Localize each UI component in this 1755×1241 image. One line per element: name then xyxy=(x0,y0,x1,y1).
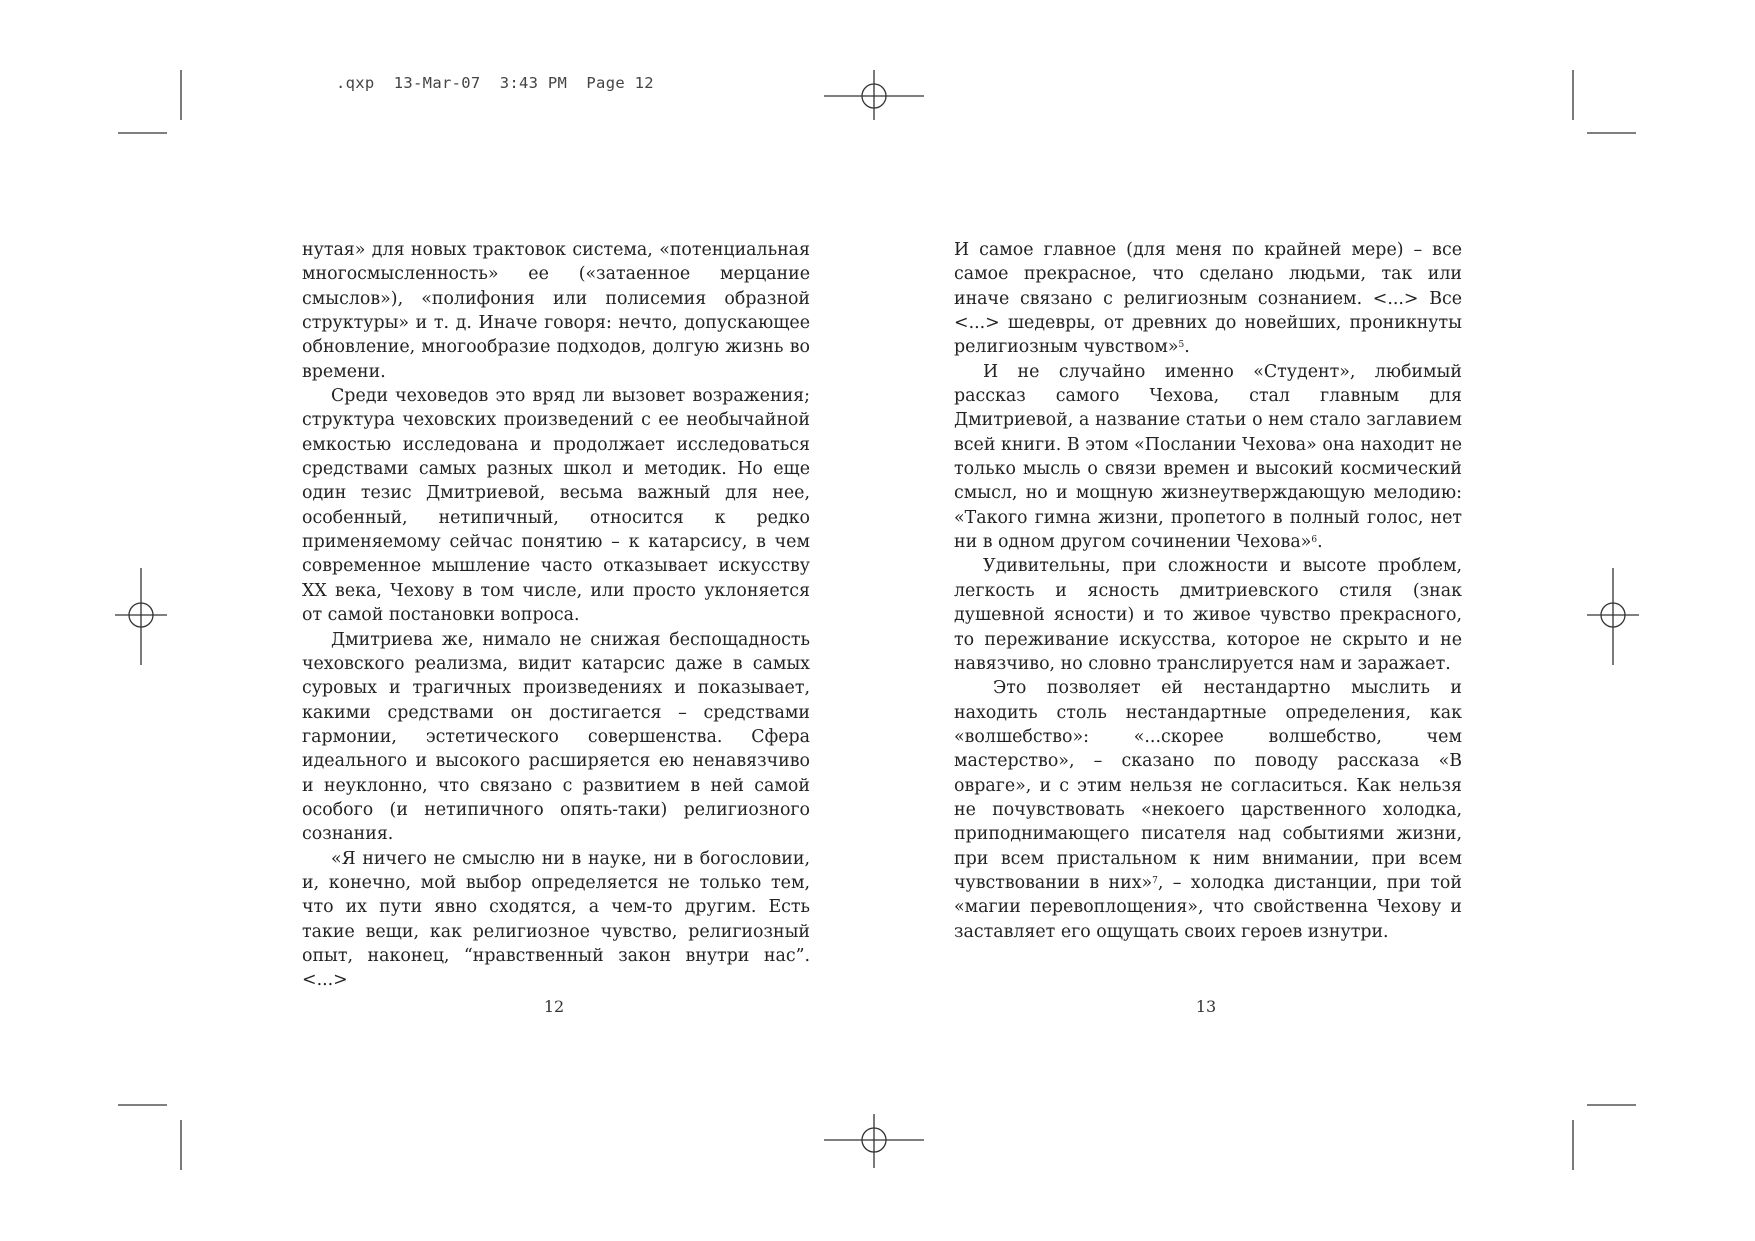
paragraph-text: Это позволяет ей нестандартно мыслить и находить столь нестандартные определения, как «волшебство»: «...скорее волшебство, чем мастерство», – сказано по поводу рассказа «В овраге», и с этим нельзя не согласиться. Как нельзя не почувствовать «некоего царственного холодка, приподнимающего писателя над событиями жизни, при всем пристальном к ним внимании, при всем чувствовании в них» xyxy=(954,678,1462,893)
footnote-ref: 5 xyxy=(1178,340,1185,351)
footnote-ref: 7 xyxy=(1152,875,1158,886)
paragraph: И не случайно именно «Студент», любимый рассказ самого Чехова, стал главным для Дмитриевой, а название статьи о нем стало заглавием всей книги. В этом «Послании Чехова» она находит не только мысль о связи времен и высокий космический смысл, но и мощную жизнеутверждающую мелодию: «Такого гимна жизни, пропетого в полный голос, нет ни в одном другом сочинении Чехова»$^6$. xyxy=(954,361,1462,553)
paragraph: нутая» для новых трактовок система, «потенциальная многосмысленность» ее («затаенное мерцание смыслов»), «полифония или полисемия образной структуры» и т. д. Иначе говоря: нечто, допускающее обновление, многообразие подходов, долгую жизнь во времени. xyxy=(302,240,810,382)
footnote-ref: 6 xyxy=(1311,535,1318,546)
registration-mark-icon xyxy=(824,1114,924,1168)
paragraph: «Я ничего не смыслю ни в науке, ни в богословии, и, конечно, мой выбор определяется не только тем, что их пути явно сходятся, а чем-то другим. Есть такие вещи, как религиозное чувство, религиозный опыт, наконец, “нравственный закон внутри нас”. <...> xyxy=(302,848,810,991)
registration-mark-icon xyxy=(1587,568,1639,665)
paragraph: Среди чеховедов это вряд ли вызовет возражения; структура чеховских произведений с ее необычайной емкостью исследована и продолжает исследоваться средствами самых разных школ и методик. Но еще один тезис Дмитриевой, весьма важный для нее, особенный, нетипичный, относится к редко применяемому сейчас понятию – к катарсису, в чем современное мышление часто отказывает искусству XX века, Чехову в том числе, или просто уклоняется от самой постановки вопроса. xyxy=(302,386,810,626)
paragraph: Удивительны, при сложности и высоте проблем, легкость и ясность дмитриевского стиля (знак душевной ясности) и то живое чувство прекрасного, то переживание искусства, которое не скрыто и не навязчиво, но словно транслируется нам и заражает. xyxy=(954,556,1462,674)
print-slug: .qxp 13-Mar-07 3:43 PM Page 12 xyxy=(336,74,654,92)
page-number-right: 13 xyxy=(1195,997,1217,1016)
registration-mark-icon xyxy=(115,568,167,665)
right-page-text xyxy=(954,238,1462,944)
page-number-left: 12 xyxy=(543,997,565,1016)
paragraph-text: И самое главное (для меня по крайней мере) – все самое прекрасное, что сделано людьми, так или иначе связано с религиозным сознанием. <...> Все <...> шедевры, от древних до новейших, проникнуты религиозным чувством» xyxy=(954,240,1462,358)
paragraph-text: , – холодка дистанции, при той «магии перевоплощения», что свойственна Чехову и заставляет его ощущать своих героев изнутри. xyxy=(954,872,1462,942)
registration-mark-icon xyxy=(824,70,924,120)
paragraph: Дмитриева же, нимало не снижая беспощадность чеховского реализма, видит катарсис даже в самых суровых и трагичных произведениях и показывает, какими средствами он достигается – средствами гармонии, эстетического совершенства. Сфера идеального и высокого расширяется ею ненавязчиво и неуклонно, что связано с развитием в ней самой особого (и нетипичного опять-таки) религиозного сознания. xyxy=(302,629,810,845)
left-page-text xyxy=(302,238,810,993)
paragraph: И самое главное (для меня по крайней мере) – все самое прекрасное, что сделано людьми, так или иначе связано с религиозным сознанием. <...> Все <...> шедевры, от древних до новейших, проникнуты религиозным чувством»$^5$. xyxy=(954,240,1462,358)
paragraph-text: И не случайно именно «Студент», любимый рассказ самого Чехова, стал главным для Дмитриевой, а название статьи о нем стало заглавием всей книги. В этом «Послании Чехова» она находит не только мысль о связи времен и высокий космический смысл, но и мощную жизнеутверждающую мелодию: «Такого гимна жизни, пропетого в полный голос, нет ни в одном другом сочинении Чехова» xyxy=(954,361,1462,553)
paragraph xyxy=(954,676,1462,944)
